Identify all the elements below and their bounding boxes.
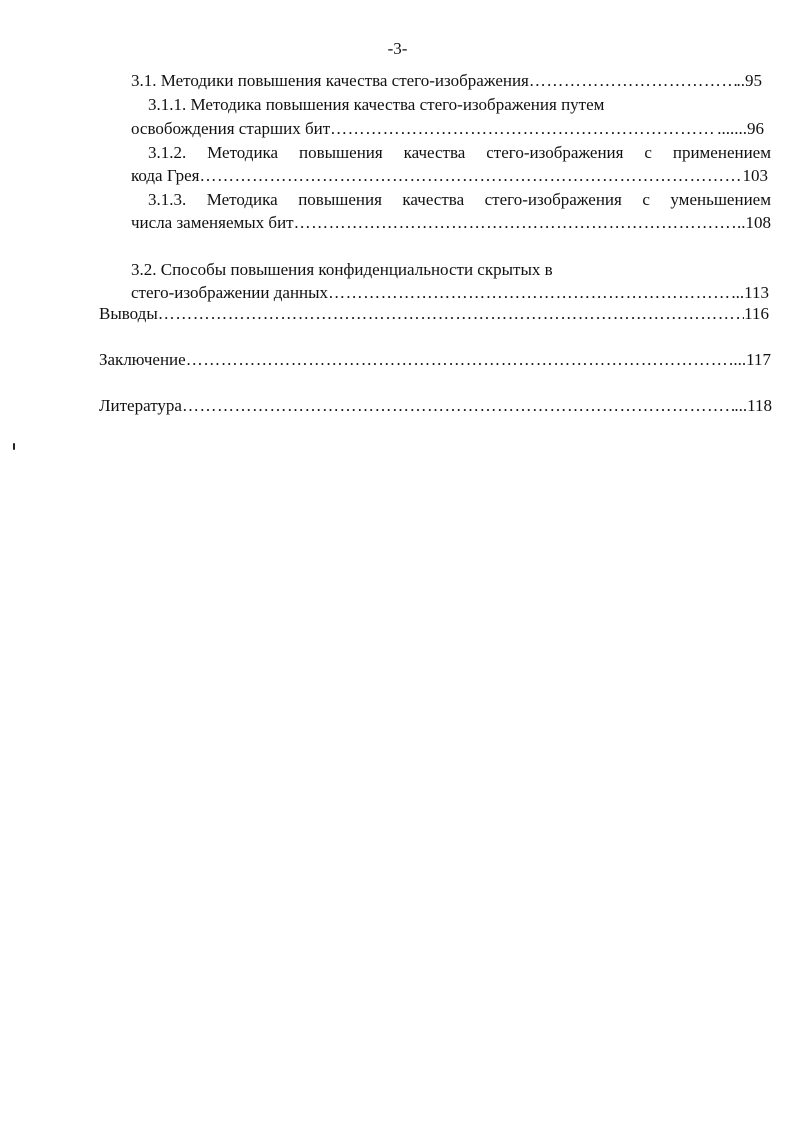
toc-entry-page: 116 [744, 304, 769, 323]
word: применением [672, 143, 771, 162]
toc-entry-3-1-3[interactable] [131, 212, 771, 234]
toc-entry-label: Литература [99, 396, 182, 415]
word: 3.1.2. [148, 143, 187, 162]
toc-leader-dots [186, 349, 734, 371]
word: Методика [207, 143, 279, 162]
page-number: -3- [387, 39, 408, 58]
toc-entry-3-1-2[interactable] [131, 165, 768, 187]
toc-entry-3-1-1-line1[interactable]: 3.1.1. Методика повышения качества стего-изображения путем [148, 95, 605, 114]
toc-entry-3-1-3-line1[interactable] [148, 189, 771, 211]
toc-entry-label: кода Грея [131, 166, 200, 185]
toc-entry-page: ...113 [731, 283, 769, 302]
toc-entry-label: стего-изображении данных [131, 283, 329, 302]
toc-leader-dots [328, 282, 731, 304]
toc-entry-page: ..108 [737, 213, 771, 232]
toc-entry-label: Выводы [99, 304, 158, 323]
toc-entry-conclusions[interactable] [99, 303, 769, 325]
toc-entry-3-1-2-line1[interactable] [148, 142, 771, 164]
toc-entry-label: 3.1. Методики повышения качества стего-изображения [131, 71, 529, 90]
word: уменьшением [670, 190, 771, 209]
toc-entry-label: числа заменяемых бит [131, 213, 294, 232]
toc-leader-dots [182, 395, 734, 417]
word: стего-изображения [486, 143, 624, 162]
toc-leader-dots [294, 212, 737, 234]
toc-entry-label: Заключение [99, 350, 186, 369]
toc-entry-label: освобождения старших бит [131, 119, 331, 138]
word: Методика [206, 190, 278, 209]
toc-entry-3-2[interactable] [131, 282, 769, 304]
toc-leader-dots [330, 118, 717, 140]
scan-mark [13, 443, 15, 450]
word: повышения [298, 190, 382, 209]
toc-entry-3-1[interactable] [131, 70, 762, 92]
toc-entry-3-1-1[interactable] [131, 118, 764, 140]
word: качества [403, 143, 466, 162]
word: 3.1.3. [148, 190, 187, 209]
toc-entry-literature[interactable] [99, 395, 772, 417]
toc-entry-page: ...117 [733, 350, 771, 369]
word: повышения [299, 143, 383, 162]
toc-entry-3-2-line1[interactable]: 3.2. Способы повышения конфиденциальности скрытых в [131, 260, 553, 279]
toc-entry-page: 103 [742, 166, 768, 185]
word: качества [402, 190, 465, 209]
toc-entry-page: .......96 [717, 119, 764, 138]
word: с [642, 190, 650, 209]
toc-leader-dots [529, 70, 737, 92]
toc-leader-dots [199, 165, 742, 187]
toc-entry-page: ..95 [736, 71, 762, 90]
word: стего-изображения [484, 190, 622, 209]
word: с [644, 143, 652, 162]
toc-entry-page: ...118 [734, 396, 772, 415]
toc-leader-dots [158, 303, 744, 325]
toc-entry-summary[interactable] [99, 349, 771, 371]
